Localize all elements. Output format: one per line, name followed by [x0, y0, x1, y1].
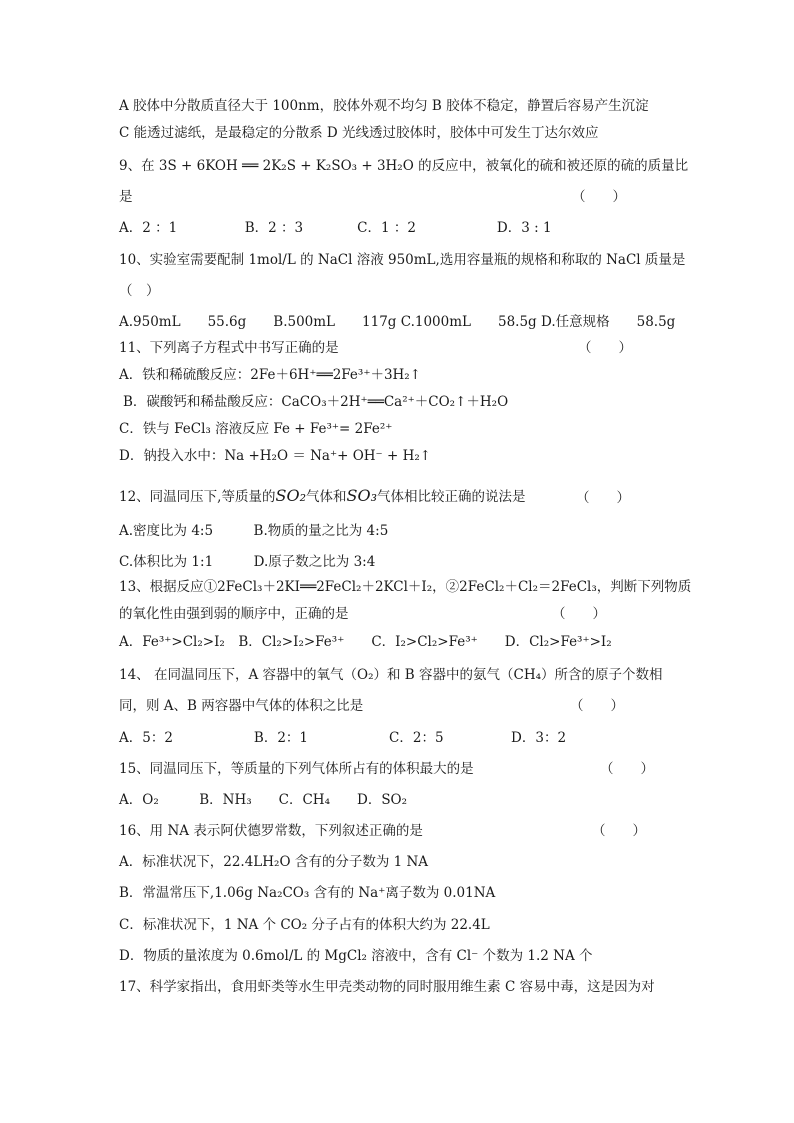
q16-stem: 16、用 NA 表示阿伏德罗常数，下列叙述正确的是 — [119, 823, 423, 839]
q13-stem-cont: 的氧化性由强到弱的顺序中，正确的是 — [119, 606, 349, 622]
q8-options-cd: C 能透过滤纸，是最稳定的分散系 D 光线透过胶体时，胶体中可发生丁达尔效应 — [119, 125, 599, 141]
q15-answer-bracket: （ ） — [600, 761, 654, 777]
q15-options: A．O₂ B．NH₃ C．CH₄ D．SO₂ — [119, 792, 408, 808]
q9-stem: 9、在 3S + 6KOH ══ 2K₂S + K₂SO₃ + 3H₂O 的反应中，被氧化的硫和被还原的硫的质量比 — [119, 158, 689, 174]
q13-stem: 13、根据反应①2FeCl₃＋2KI══2FeCl₂＋2KCl＋I₂，②2FeCl₂＋Cl₂＝2FeCl₃，判断下列物质 — [119, 579, 692, 595]
q11-option-c: C．铁与 FeCl₃ 溶液反应 Fe + Fe³⁺= 2Fe²⁺ — [119, 421, 393, 437]
q14-answer-bracket: （ ） — [570, 698, 624, 714]
q12-stem — [119, 487, 525, 506]
so3-formula: SO₃ — [346, 486, 377, 505]
q12-stem-part3: 气体相比较正确的说法是 — [376, 489, 526, 505]
q9-stem-cont: 是 — [119, 189, 133, 205]
q13-answer-bracket: （ ） — [552, 606, 606, 622]
q11-option-a: A．铁和稀硫酸反应：2Fe＋6H⁺══2Fe³⁺＋3H₂↑ — [119, 367, 422, 383]
q8-options-ab: A 胶体中分散质直径大于 100nm，胶体外观不均匀 B 胶体不稳定，静置后容易产生沉淀 — [119, 98, 649, 114]
q12-options-ab: A.密度比为 4:5 B.物质的量之比为 4:5 — [119, 523, 389, 539]
q11-option-b: B．碳酸钙和稀盐酸反应：CaCO₃＋2H⁺══Ca²⁺＋CO₂↑＋H₂O — [123, 394, 509, 410]
q10-answer-bracket: （ ） — [119, 283, 160, 299]
q12-stem-part2: 气体和 — [305, 489, 347, 505]
q17-stem: 17、科学家指出，食用虾类等水生甲壳类动物的同时服用维生素 C 容易中毒，这是因为对 — [119, 979, 655, 995]
q12-stem-part1: 12、同温同压下,等质量的 — [119, 489, 276, 505]
q16-option-c: C．标准状况下，1 NA 个 CO₂ 分子占有的体积大约为 22.4L — [119, 917, 490, 933]
q16-option-a: A．标准状况下，22.4LH₂O 含有的分子数为 1 NA — [119, 854, 429, 870]
q10-stem: 10、实验室需要配制 1mol/L 的 NaCl 溶液 950mL,选用容量瓶的规格和称取的 NaCl 质量是 — [119, 252, 686, 268]
q10-options: A.950mL 55.6g B.500mL 117g C.1000mL 58.5g D.任意规格 58.5g — [119, 314, 676, 330]
q12-answer-bracket: （ ） — [576, 490, 630, 506]
q13-options: A．Fe³⁺>Cl₂>I₂ B．Cl₂>I₂>Fe³⁺ C．I₂>Cl₂>Fe³⁺ D．Cl₂>Fe³⁺>I₂ — [119, 634, 612, 650]
q14-options: A．5：2 B．2：1 C．2：5 D．3：2 — [119, 730, 567, 746]
q15-stem: 15、同温同压下，等质量的下列气体所占有的体积最大的是 — [119, 761, 474, 777]
q11-answer-bracket: （ ） — [578, 340, 632, 356]
q14-stem: 14、 在同温同压下，A 容器中的氧气（O₂）和 B 容器中的氨气（CH₄）所含的原子个数相 — [119, 667, 663, 683]
q11-option-d: D．钠投入水中：Na +H₂O ＝ Na⁺+ OH⁻ + H₂↑ — [119, 448, 432, 464]
q16-option-d: D．物质的量浓度为 0.6mol/L 的 MgCl₂ 溶液中，含有 Cl⁻ 个数为 1.2 NA 个 — [119, 948, 593, 964]
q9-answer-bracket: （ ） — [572, 189, 626, 205]
q16-answer-bracket: （ ） — [592, 823, 646, 839]
q11-stem: 11、下列离子方程式中书写正确的是 — [119, 340, 339, 356]
q16-option-b: B．常温常压下,1.06g Na₂CO₃ 含有的 Na⁺离子数为 0.01NA — [119, 885, 496, 901]
q14-stem-cont: 同，则 A、B 两容器中气体的体积之比是 — [119, 698, 364, 714]
q9-options: A．2 ：1 B．2 ：3 C．1 ：2 D．3 : 1 — [119, 220, 552, 236]
q12-options-cd: C.体积比为 1:1 D.原子数之比为 3:4 — [119, 554, 376, 570]
so2-formula: SO₂ — [275, 486, 306, 505]
